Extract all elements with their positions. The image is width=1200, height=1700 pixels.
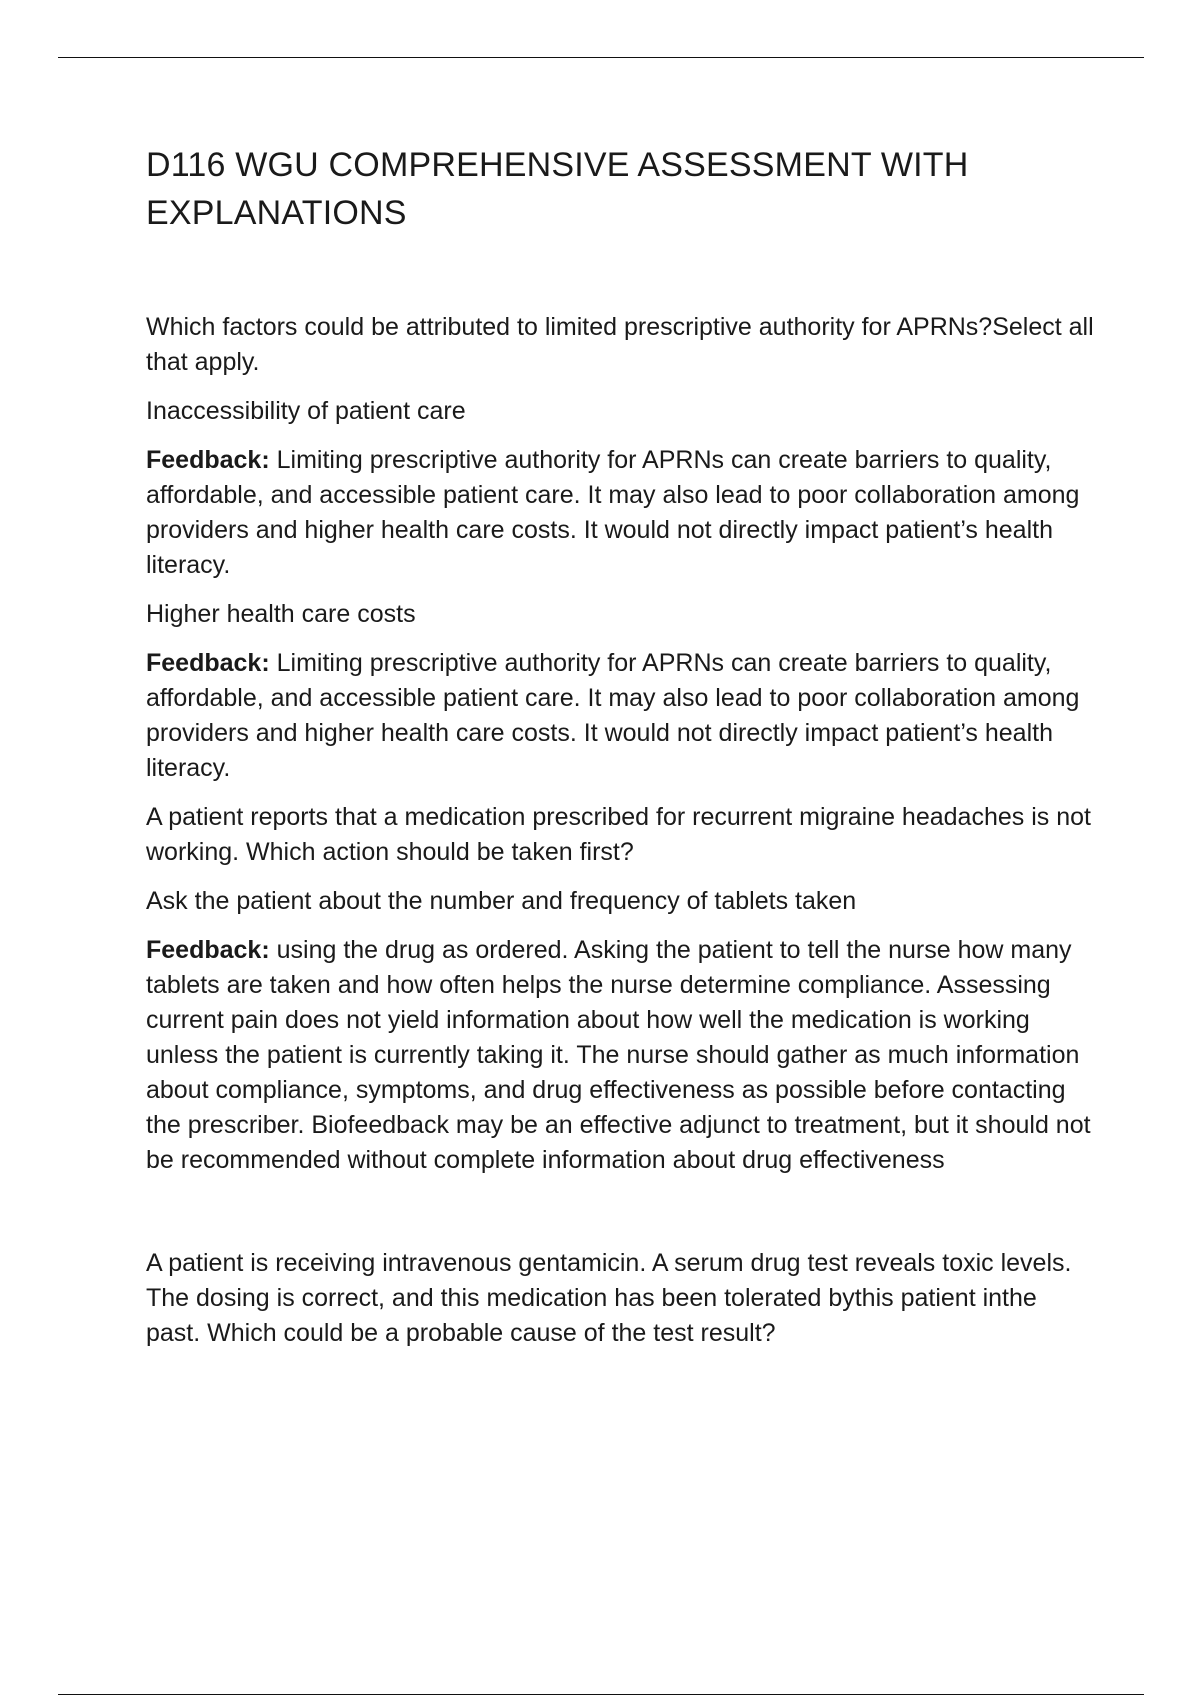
feedback-text: Limiting prescriptive authority for APRNs can create barriers to quality, affordable, and accessible patient care. It may also lead to poor collaboration among providers and higher health care costs. It would not directly impact patient’s health literacy. xyxy=(146,446,1080,579)
question-3-text: A patient is receiving intravenous gentamicin. A serum drug test reveals toxic levels. The dosing is correct, and this medication has been tolerated bythis patient inthe past. Which could be a probable cause of the test result? xyxy=(146,1249,1072,1347)
feedback-label: Feedback: xyxy=(146,649,270,677)
feedback-label: Feedback: xyxy=(146,936,270,964)
bottom-divider xyxy=(58,1694,1144,1695)
section-gap xyxy=(146,1192,1096,1246)
question-1-text: Which factors could be attributed to limited prescriptive authority for APRNs?Select all that apply. xyxy=(146,313,1094,376)
question-2-feedback xyxy=(146,933,1096,1178)
question-block-1 xyxy=(146,310,1096,786)
feedback-text: using the drug as ordered. Asking the patient to tell the nurse how many tablets are taken and how often helps the nurse determine compliance. Assessing current pain does not yield information about how well the medication is working unless the patient is currently taking it. The nurse should gather as much information about compliance, symptoms, and drug effectiveness as possible before contacting the prescriber. Biofeedback may be an effective adjunct to treatment, but it should not be recommended without complete information about drug effectiveness xyxy=(146,936,1091,1174)
document-body xyxy=(146,141,1096,1365)
question-2-text: A patient reports that a medication prescribed for recurrent migraine headaches is not working. Which action should be taken first? xyxy=(146,803,1091,866)
question-1-feedback-1 xyxy=(146,443,1096,583)
document-title: D116 WGU COMPREHENSIVE ASSESSMENT WITH EXPLANATIONS xyxy=(146,146,969,232)
question-1-feedback-2 xyxy=(146,646,1096,786)
top-divider xyxy=(58,57,1144,58)
question-block-3 xyxy=(146,1246,1096,1351)
question-block-2 xyxy=(146,800,1096,1178)
question-2-answer: Ask the patient about the number and frequency of tablets taken xyxy=(146,887,857,915)
feedback-label: Feedback: xyxy=(146,446,270,474)
feedback-text: Limiting prescriptive authority for APRNs can create barriers to quality, affordable, and accessible patient care. It may also lead to poor collaboration among providers and higher health care costs. It would not directly impact patient’s health literacy. xyxy=(146,649,1080,782)
question-1-answer-1: Inaccessibility of patient care xyxy=(146,397,466,425)
question-1-answer-2: Higher health care costs xyxy=(146,600,416,628)
